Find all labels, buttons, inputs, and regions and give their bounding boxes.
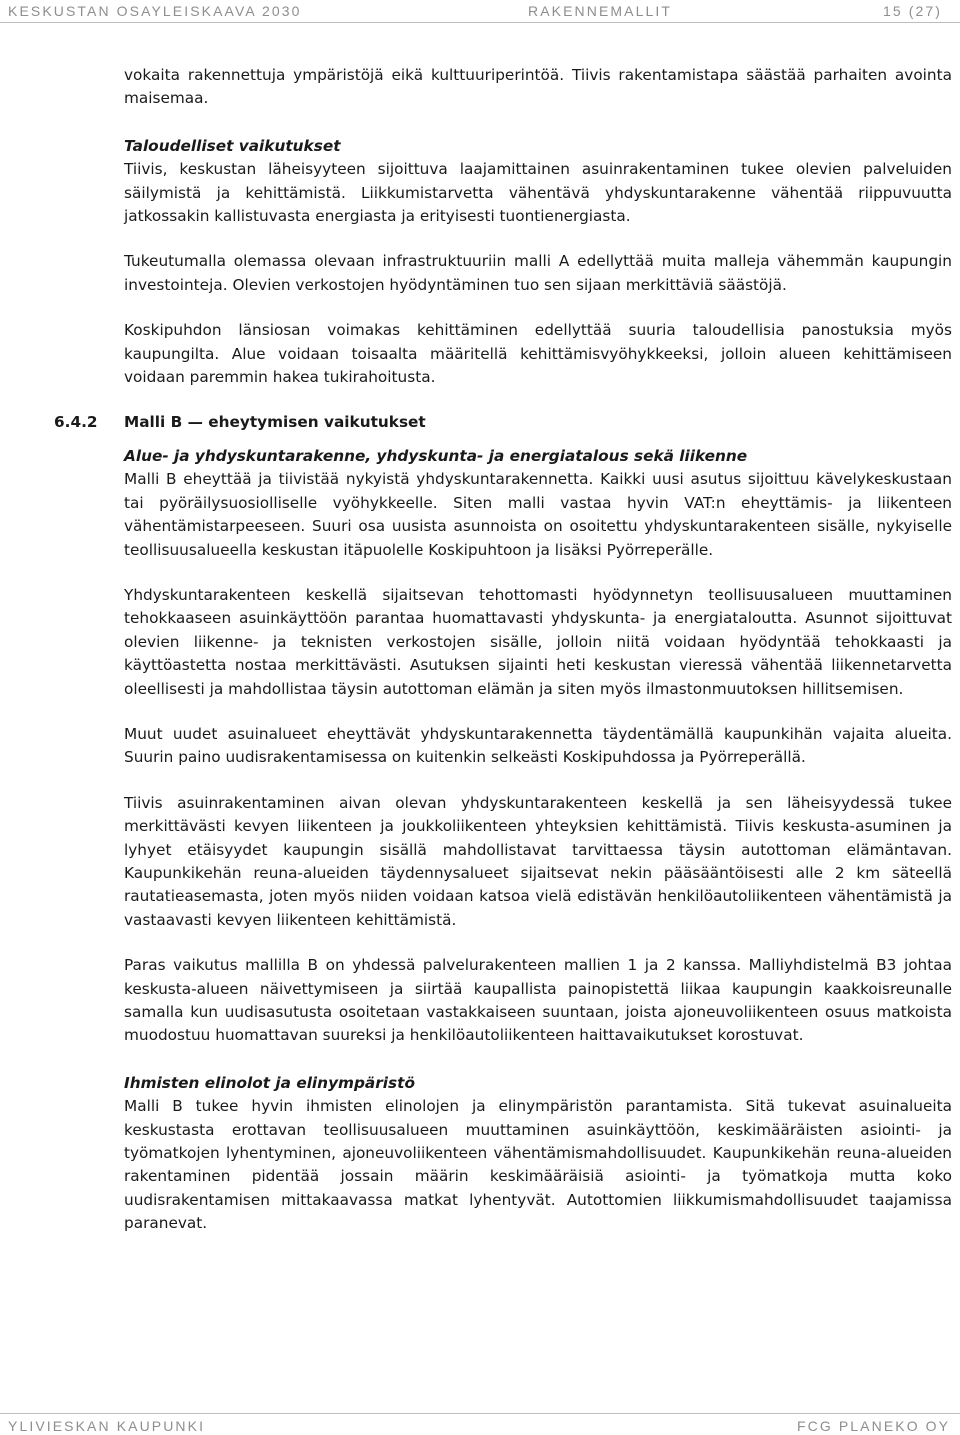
page-body (54, 64, 952, 1236)
page-header (0, 0, 960, 23)
header-document-title: KESKUSTAN OSAYLEISKAAVA 2030 (8, 3, 302, 19)
paragraph: Koskipuhdon länsiosan voimakas kehittäminen edellyttää suuria taloudellisia panostuksia myös kaupungilta. Alue voidaan toisaalta määritellä kehittämisvyöhykkeeksi, jolloin alueen kehittämiseen voidaan paremmin hakea tukirahoitusta. (124, 321, 952, 387)
paragraph: Tukeutumalla olemassa olevaan infrastruktuuriin malli A edellyttää muita malleja vähemmän kaupungin investointeja. Olevien verkostojen hyödyntäminen tuo sen sijaan merkittäviä säästöjä. (124, 252, 952, 294)
subheading-taloudelliset: Taloudelliset vaikutukset (124, 136, 341, 155)
paragraph: Paras vaikutus mallilla B on yhdessä palvelurakenteen mallien 1 ja 2 kanssa. Malliyhdistelmä B3 johtaa keskusta-alueen näivettymiseen ja siirtää kaupallista painopistettä liikaa kaupungin kaakkoisreunalle samalla kun uudisasutusta osoitetaan vastakkaiseen suuntaan, joista ajoneuvoliikenteen osuus matkoista muodostuu huomattavan suureksi ja henkilöautoliikenteen haittavaikutukset korostuvat. (124, 956, 952, 1045)
footer-company: FCG PLANEKO OY (797, 1418, 951, 1434)
section-title: Malli B — eheytymisen vaikutukset (124, 413, 426, 432)
subheading-alue: Alue- ja yhdyskuntarakenne, yhdyskunta- ja energiatalous sekä liikenne (124, 446, 748, 465)
paragraph: Tiivis asuinrakentaminen aivan olevan yhdyskuntarakenteen keskellä ja sen läheisyydessä tukee merkittävästi kevyen liikenteen ja joukkoliikenteen yhteyksien kehittämistä. Tiivis keskusta-asuminen ja lyhyet etäisyydet kaupungin sisällä mahdollistavat tarvittaessa täysin autottoman elämäntavan. Kaupunkikehän reuna-alueiden täydennysalueet sijaitsevat nekin pääsääntöisesti alle 2 km säteellä rautatieasemasta, joten myös niiden voidaan katsoa vielä edistävän henkilöautoliikenteen vähentämistä ja vastaavasti kevyen liikenteen kehittämistä. (124, 793, 952, 929)
footer-municipality: YLIVIESKAN KAUPUNKI (8, 1418, 206, 1434)
footer-rule (0, 1413, 960, 1414)
subheading-ihmisten: Ihmisten elinolot ja elinympäristö (124, 1073, 415, 1092)
paragraph: Tiivis, keskustan läheisyyteen sijoittuva laajamittainen asuinrakentaminen tukee olevien palveluiden säilymistä ja kehittämistä. Liikkumistarvetta vähentävä yhdyskuntarakenne vähentää riippuvuutta jatkossakin kallistuvasta energiasta ja erityisesti tuontienergiasta. (124, 160, 952, 226)
paragraph: Yhdyskuntarakenteen keskellä sijaitsevan tehottomasti hyödynnetyn teollisuusalueen muuttaminen tehokkaaseen asuinkäyttöön parantaa huomattavasti yhdyskunta- ja energiataloutta. Asunnot sijoittuvat olevien liikenne- ja teknisten verkostojen sisälle, jolloin niitä voidaan hyödyntää tehokkaasti ja käyttöastetta nostaa merkittävästi. Asutuksen sijainti heti keskustan vieressä vähentää liikennetarvetta oleellisesti ja mahdollistaa täysin autottoman elämän ja siten myös ilmastonmuutoksen hillitsemisen. (124, 585, 952, 698)
intro-paragraph: vokaita rakennettuja ympäristöjä eikä kulttuuriperintöä. Tiivis rakentamistapa säästää parhaiten avointa maisemaa. (124, 66, 952, 108)
paragraph: Malli B eheyttää ja tiivistää nykyistä yhdyskuntarakennetta. Kaikki uusi asutus sijoittuu kävelykeskustaan tai pyöräilysuosiolliselle vyöhykkeelle. Siten malli vastaa hyvin VAT:n eheyttämis- ja liikenteen vähentämistarpeeseen. Suuri osa uusista asunnoista on osoitettu yhdyskuntarakenteen sisälle, nykyiselle teollisuusalueella keskustan itäpuolelle Koskipuhtoon ja lisäksi Pyörreperälle. (124, 470, 952, 559)
paragraph: Muut uudet asuinalueet eheyttävät yhdyskuntarakennetta täydentämällä kaupunkihän vajaita alueita. Suurin paino uudisrakentamisessa on kuitenkin selkeästi Koskipuhdossa ja Pyörreperällä. (124, 724, 952, 767)
section-heading (54, 411, 952, 434)
section-number: 6.4.2 (54, 413, 98, 432)
header-chapter-title: RAKENNEMALLIT (528, 3, 672, 19)
paragraph: Malli B tukee hyvin ihmisten elinolojen ja elinympäristön parantamista. Sitä tukevat asuinalueita keskustasta erottavan teollisuusalueen muuttaminen asuinkäyttöön, keskimääräisten asiointi- ja työmatkojen lyhentyminen, ajoneuvoliikenteen vähentämismahdollisuudet. Kaupunkikehän reuna-alueiden rakentaminen pidentää jossain määrin keskimääräisiä asiointi- ja työmatkoja mutta koko uudisrakentamisen mittakaavassa matkat lyhentyvät. Autottomien liikkumismahdollisuudet taajamissa paranevat. (124, 1097, 952, 1233)
header-page-number: 15 (27) (883, 3, 943, 19)
